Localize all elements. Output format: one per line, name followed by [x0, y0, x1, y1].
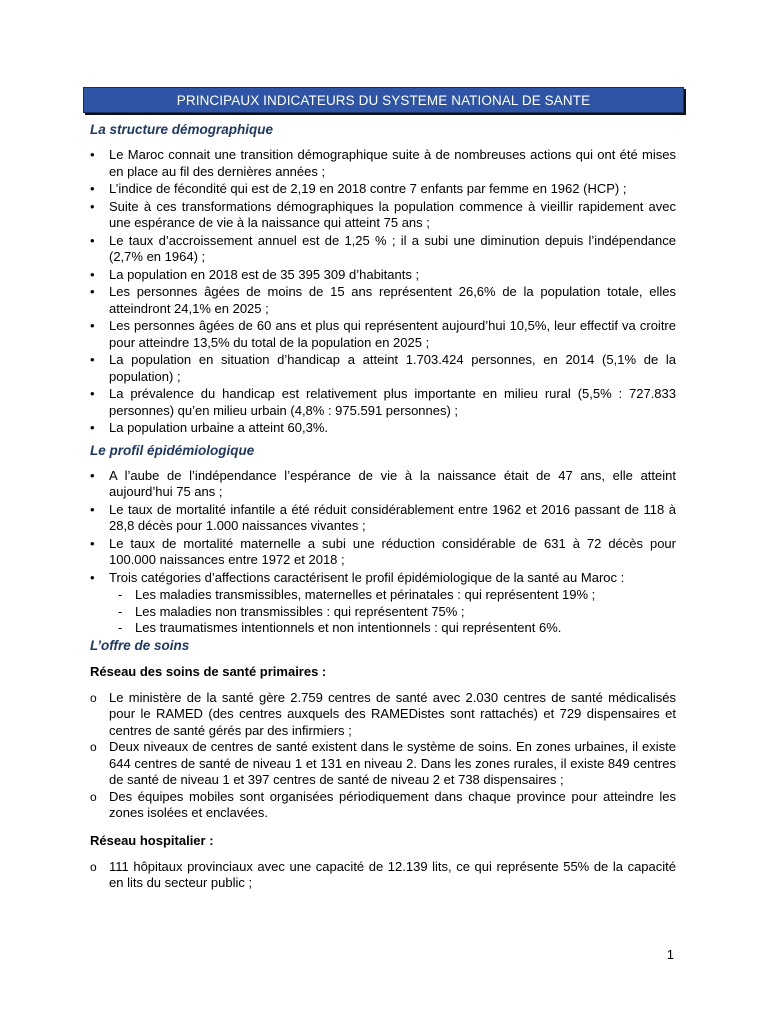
list-item: • La population urbaine a atteint 60,3%.	[90, 420, 676, 437]
demographic-list	[90, 147, 676, 437]
epidemiology-list	[90, 468, 676, 587]
list-item: • Les personnes âgées de 60 ans et plus qui représentent aujourd’hui 10,5%, leur effectif va croitre pour atteindre 13,5% du total de la population en 2025 ;	[90, 318, 676, 351]
list-item: - Les traumatismes intentionnels et non intentionnels : qui représentent 6%.	[90, 620, 676, 637]
list-item: o Le ministère de la santé gère 2.759 centres de santé avec 2.030 centres de santé médicalisés pour le RAMED (des centres auxquels des RAMEDistes sont rattachés) et 729 dispensaires et centres de santé gérés par des infirmiers ;	[90, 690, 676, 740]
section-heading-epidemiology: Le profil épidémiologique	[90, 442, 255, 458]
affection-categories-list	[90, 587, 676, 637]
list-item: • Les personnes âgées de moins de 15 ans représentent 26,6% de la population totale, elles atteindront 24,1% en 2025 ;	[90, 284, 676, 317]
list-item: o Deux niveaux de centres de santé existent dans le système de soins. En zones urbaines, il existe 644 centres de santé de niveau 1 et 131 en niveau 2. Dans les zones rurales, il existe 849 centres de santé de niveau 1 et 397 centres de santé de niveau 2 et 738 dispensaires ;	[90, 739, 676, 789]
list-item: • La population en situation d’handicap a atteint 1.703.424 personnes, en 2014 (5,1% de la population) ;	[90, 352, 676, 385]
list-item: - Les maladies transmissibles, maternelles et périnatales : qui représentent 19% ;	[90, 587, 676, 604]
list-item: • La population en 2018 est de 35 395 309 d’habitants ;	[90, 267, 676, 284]
list-item: • L’indice de fécondité qui est de 2,19 en 2018 contre 7 enfants par femme en 1962 (HCP) ;	[90, 181, 676, 198]
hospital-network-list	[90, 859, 676, 892]
list-item: • A l’aube de l’indépendance l’espérance de vie à la naissance était de 47 ans, elle atteint aujourd’hui 75 ans ;	[90, 468, 676, 501]
page-number: 1	[666, 947, 674, 962]
list-item: • Trois catégories d’affections caractérisent le profil épidémiologique de la santé au Maroc :	[90, 570, 676, 587]
primary-care-list	[90, 690, 676, 822]
list-item: • Le taux de mortalité infantile a été réduit considérablement entre 1962 et 2016 passant de 118 à 28,8 décès pour 1.000 naissances vivantes ;	[90, 502, 676, 535]
list-item: o 111 hôpitaux provinciaux avec une capacité de 12.139 lits, ce qui représente 55% de la capacité en lits du secteur public ;	[90, 859, 676, 892]
section-heading-care: L’offre de soins	[90, 637, 190, 653]
list-item: • Le taux d’accroissement annuel est de 1,25 % ; il a subi une diminution depuis l’indépendance (2,7% en 1964) ;	[90, 233, 676, 266]
list-item: - Les maladies non transmissibles : qui représentent 75% ;	[90, 604, 676, 621]
subheading-primary-care: Réseau des soins de santé primaires :	[90, 663, 327, 679]
list-item: • Suite à ces transformations démographiques la population commence à vieillir rapidement avec une espérance de vie à la naissance qui atteint 75 ans ;	[90, 199, 676, 232]
document-title: PRINCIPAUX INDICATEURS DU SYSTEME NATIONAL DE SANTE	[83, 87, 684, 113]
list-item: • Le taux de mortalité maternelle a subi une réduction considérable de 631 à 72 décès pour 100.000 naissances entre 1972 et 2018 ;	[90, 536, 676, 569]
list-item: o Des équipes mobiles sont organisées périodiquement dans chaque province pour atteindre les zones isolées et enclavées.	[90, 789, 676, 822]
subheading-hospital-network: Réseau hospitalier :	[90, 832, 214, 848]
document-body	[90, 122, 676, 892]
section-heading-demographic: La structure démographique	[90, 122, 274, 137]
list-item: • Le Maroc connait une transition démographique suite à de nombreuses actions qui ont été mises en place au fil des dernières années ;	[90, 147, 676, 180]
list-item: • La prévalence du handicap est relativement plus importante en milieu rural (5,5% : 727.833 personnes) qu’en milieu urbain (4,8% : 975.591 personnes) ;	[90, 386, 676, 419]
